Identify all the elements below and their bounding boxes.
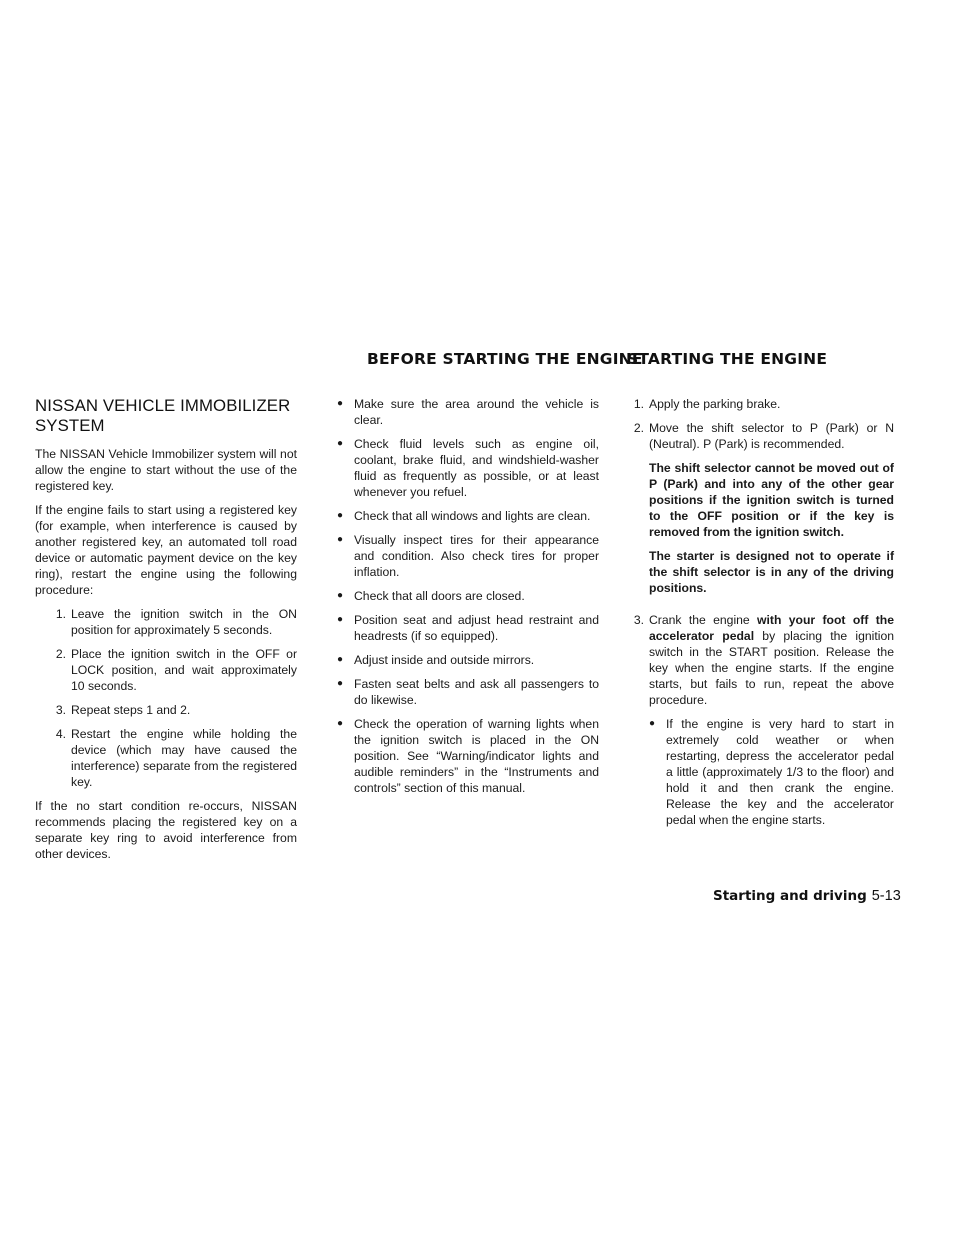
procedure-step [43,726,297,790]
checklist-text: Make sure the area around the vehicle is clear. [354,397,599,427]
section-header-starting: STARTING THE ENGINE [627,350,828,368]
immobilizer-paragraph-2: If the engine fails to start using a registered key (for example, when interference is caused by another registered key, an automated toll road device or automatic payment device on the key ring), restart the engine using the following procedure: [35,503,297,597]
bullet-icon: ● [337,654,344,665]
checklist-text: Check the operation of warning lights when the ignition switch is placed in the ON position. See “Warning/indicator lights and audible reminders” in the “Instruments and controls” section of this manual. [354,717,599,795]
shift-selector-warning: The shift selector cannot be moved out of P (Park) and into any of the other gear positions if the ignition switch is turned to the OFF position or if the key is removed from the ignition switch. [649,461,894,539]
cold-weather-tip [649,716,894,828]
step-text: Leave the ignition switch in the ON position for approximately 5 seconds. [71,607,297,637]
step-number: 3. [55,703,66,717]
bullet-icon: ● [337,398,344,409]
start-step-2 [632,420,894,604]
checklist-item [337,612,599,644]
cold-weather-tip-text: If the engine is very hard to start in extremely cold weather or when restarting, depress the accelerator pedal a little (approximately 1/3 to the floor) and hold it and then crank the engine. Release the key and the accelerator pedal when the engine starts. [666,717,894,827]
checklist-item [337,676,599,708]
page-number: 5-13 [871,888,901,904]
checklist-item [337,652,599,668]
start-step-3 [632,612,894,836]
step-text: Apply the parking brake. [649,397,781,411]
page-footer [713,887,901,904]
step-text-pre: Crank the engine [649,613,758,627]
checklist-text: Check that all doors are closed. [354,589,525,603]
checklist-text: Check fluid levels such as engine oil, coolant, brake fluid, and windshield-washer fluid as frequently as possible, or at least whenever you refuel. [354,437,599,499]
column-before-starting [337,396,599,804]
starter-warning: The starter is designed not to operate if the shift selector is in any of the driving positions. [649,549,894,595]
checklist-text: Check that all windows and lights are clean. [354,509,591,523]
bullet-icon: ● [337,678,344,689]
step-text: Place the ignition switch in the OFF or LOCK position, and wait approximately 10 seconds. [71,647,297,693]
step-number: 2. [633,421,644,435]
bullet-icon: ● [337,590,344,601]
step-number: 4. [55,727,66,741]
step-text: Restart the engine while holding the device (which may have caused the interference) separate from the registered key. [71,727,297,789]
checklist-item [337,532,599,580]
procedure-step [43,646,297,694]
checklist-item [337,716,599,796]
immobilizer-title [35,396,297,436]
checklist-item [337,396,599,428]
chapter-label: Starting and driving [713,888,867,904]
step-text: Repeat steps 1 and 2. [71,703,191,717]
bullet-icon: ● [649,718,656,729]
immobilizer-paragraph-3: If the no start condition re-occurs, NISSAN recommends placing the registered key on a separate key ring to avoid interference from other devices. [35,799,297,861]
start-step-1 [632,396,894,412]
step-number: 1. [633,397,644,411]
step-number: 2. [55,647,66,661]
procedure-step [43,702,297,718]
column-starting-engine [632,396,894,844]
checklist-item [337,588,599,604]
checklist-text: Visually inspect tires for their appearance and condition. Also check tires for proper inflation. [354,533,599,579]
section-header-before-starting: BEFORE STARTING THE ENGINE [367,350,643,368]
step-text [649,612,894,708]
step-text-bold: with your foot off the accelerator pedal [649,613,894,643]
step-2-body [649,420,894,604]
checklist-text: Fasten seat belts and ask all passengers to do likewise. [354,677,599,707]
bullet-icon: ● [337,510,344,521]
bullet-icon: ● [337,718,344,729]
procedure-step [43,606,297,638]
checklist-item [337,508,599,524]
step-number: 3. [633,613,644,627]
step-number: 1. [55,607,66,621]
step-3-body [649,612,894,836]
immobilizer-paragraph-1: The NISSAN Vehicle Immobilizer system will not allow the engine to start without the use of the registered key. [35,447,297,493]
bullet-icon: ● [337,614,344,625]
immobilizer-title-line1: NISSAN VEHICLE IMMOBILIZER [35,396,291,415]
step-text: Move the shift selector to P (Park) or N (Neutral). P (Park) is recommended. [649,421,894,451]
bullet-icon: ● [337,534,344,545]
checklist-text: Position seat and adjust head restraint and headrests (if so equipped). [354,613,599,643]
checklist-text: Adjust inside and outside mirrors. [354,653,535,667]
bullet-icon: ● [337,438,344,449]
checklist-item [337,436,599,500]
column-immobilizer [35,396,297,870]
restart-procedure-list [35,606,297,790]
step-text-post: by placing the ignition switch in the START position. Release the key when the engine starts. If the engine starts, but fails to run, repeat the above procedure. [649,629,894,707]
immobilizer-title-line2: SYSTEM [35,416,105,435]
